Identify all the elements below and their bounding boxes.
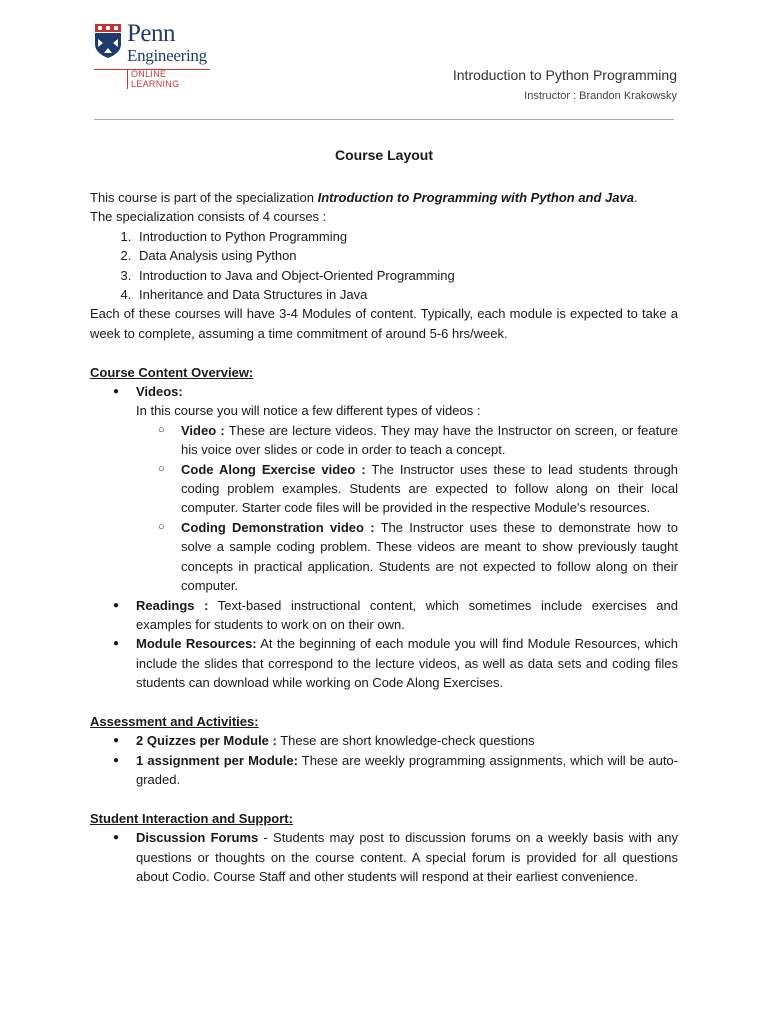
section-heading-content-overview: Course Content Overview:	[90, 364, 254, 380]
logo-engineering-text: Engineering	[127, 46, 207, 65]
list-item: 3. Introduction to Java and Object-Oriented Programming	[135, 266, 678, 285]
list-item: 1. Introduction to Python Programming	[135, 227, 678, 246]
item-text: These are short knowledge-check questions	[276, 733, 535, 749]
item-text: The Instructor uses these to lead students through coding problem examples. Students are expected to follow along on their local computer. Starter code files will be provided in the respective Module's resources.	[181, 461, 678, 516]
item-text: Text-based instructional content, which sometimes include exercises and examples for students to work on on their own.	[136, 597, 678, 632]
item-label: Code Along Exercise video :	[181, 461, 366, 477]
list-item	[90, 828, 678, 886]
item-text: - Students may post to discussion forums on a weekly basis with any questions or thoughts on the course content. A special forum is provided for all questions about Codio. Course Staff and other students will respond at their earliest convenience.	[136, 830, 678, 885]
course-list	[90, 227, 678, 305]
assessment-list	[90, 731, 678, 789]
intro-post: .	[633, 190, 638, 205]
logo-penn-text: Penn	[127, 20, 175, 47]
header-course-title: Introduction to Python Programming	[452, 67, 677, 83]
item-label: Video :	[181, 422, 225, 438]
list-item-readings	[90, 596, 678, 635]
list-item-module-resources	[90, 634, 678, 692]
videos-intro: In this course you will notice a few different types of videos :	[136, 403, 481, 419]
modules-paragraph: Each of these courses will have 3-4 Modules of content. Typically, each module is expected to take a week to complete, assuming a time commitment of around 5-6 hrs/week.	[90, 306, 678, 341]
document-body	[90, 188, 678, 887]
item-label: 2 Quizzes per Module :	[136, 733, 277, 749]
logo-online-learning: ONLINE LEARNING	[127, 69, 214, 89]
section-heading-support: Student Interaction and Support:	[90, 810, 293, 826]
page-title: Course Layout	[334, 147, 433, 163]
list-item: 2. Data Analysis using Python	[135, 246, 678, 265]
list-item	[90, 751, 678, 790]
item-label: Readings :	[136, 597, 209, 613]
list-item	[90, 731, 678, 750]
section-heading-assessment: Assessment and Activities:	[90, 713, 259, 729]
list-item	[136, 460, 678, 518]
item-label: Coding Demonstration video :	[181, 519, 375, 535]
content-overview-list	[90, 382, 678, 693]
list-item	[136, 421, 678, 460]
header-divider	[94, 119, 674, 120]
list-item: 4. Inheritance and Data Structures in Java	[135, 285, 678, 304]
header-instructor: Instructor : Brandon Krakowsky	[524, 90, 677, 102]
video-types-list	[136, 421, 678, 596]
item-text: At the beginning of each module you will find Module Resources, which include the slides that correspond to the lecture videos, as well as data sets and coding files students can download while working on Code Along Exercises.	[136, 636, 678, 691]
list-item	[136, 518, 678, 596]
item-text: The Instructor uses these to demonstrate how to solve a sample coding problem. These videos are meant to show previously taught concepts in practical application. Students are not expected to follow along on their computer.	[181, 519, 678, 594]
item-label: Discussion Forums	[136, 830, 259, 846]
intro-line2: The specialization consists of 4 courses :	[90, 209, 327, 225]
support-list	[90, 828, 678, 886]
intro-paragraph	[90, 188, 678, 207]
item-text: These are lecture videos. They may have the Instructor on screen, or feature his voice over slides or code in order to teach a concept.	[181, 422, 678, 458]
specialization-name: Introduction to Programming with Python and Java	[317, 190, 634, 205]
videos-label: Videos:	[136, 384, 183, 400]
item-label: 1 assignment per Module:	[136, 752, 298, 768]
item-label: Module Resources:	[136, 636, 257, 652]
penn-engineering-logo	[94, 20, 214, 89]
penn-shield-icon	[94, 24, 122, 58]
list-item-videos	[90, 382, 678, 595]
item-text: These are weekly programming assignments, which will be auto-graded.	[136, 752, 678, 788]
intro-pre: This course is part of the specialization	[90, 190, 318, 205]
